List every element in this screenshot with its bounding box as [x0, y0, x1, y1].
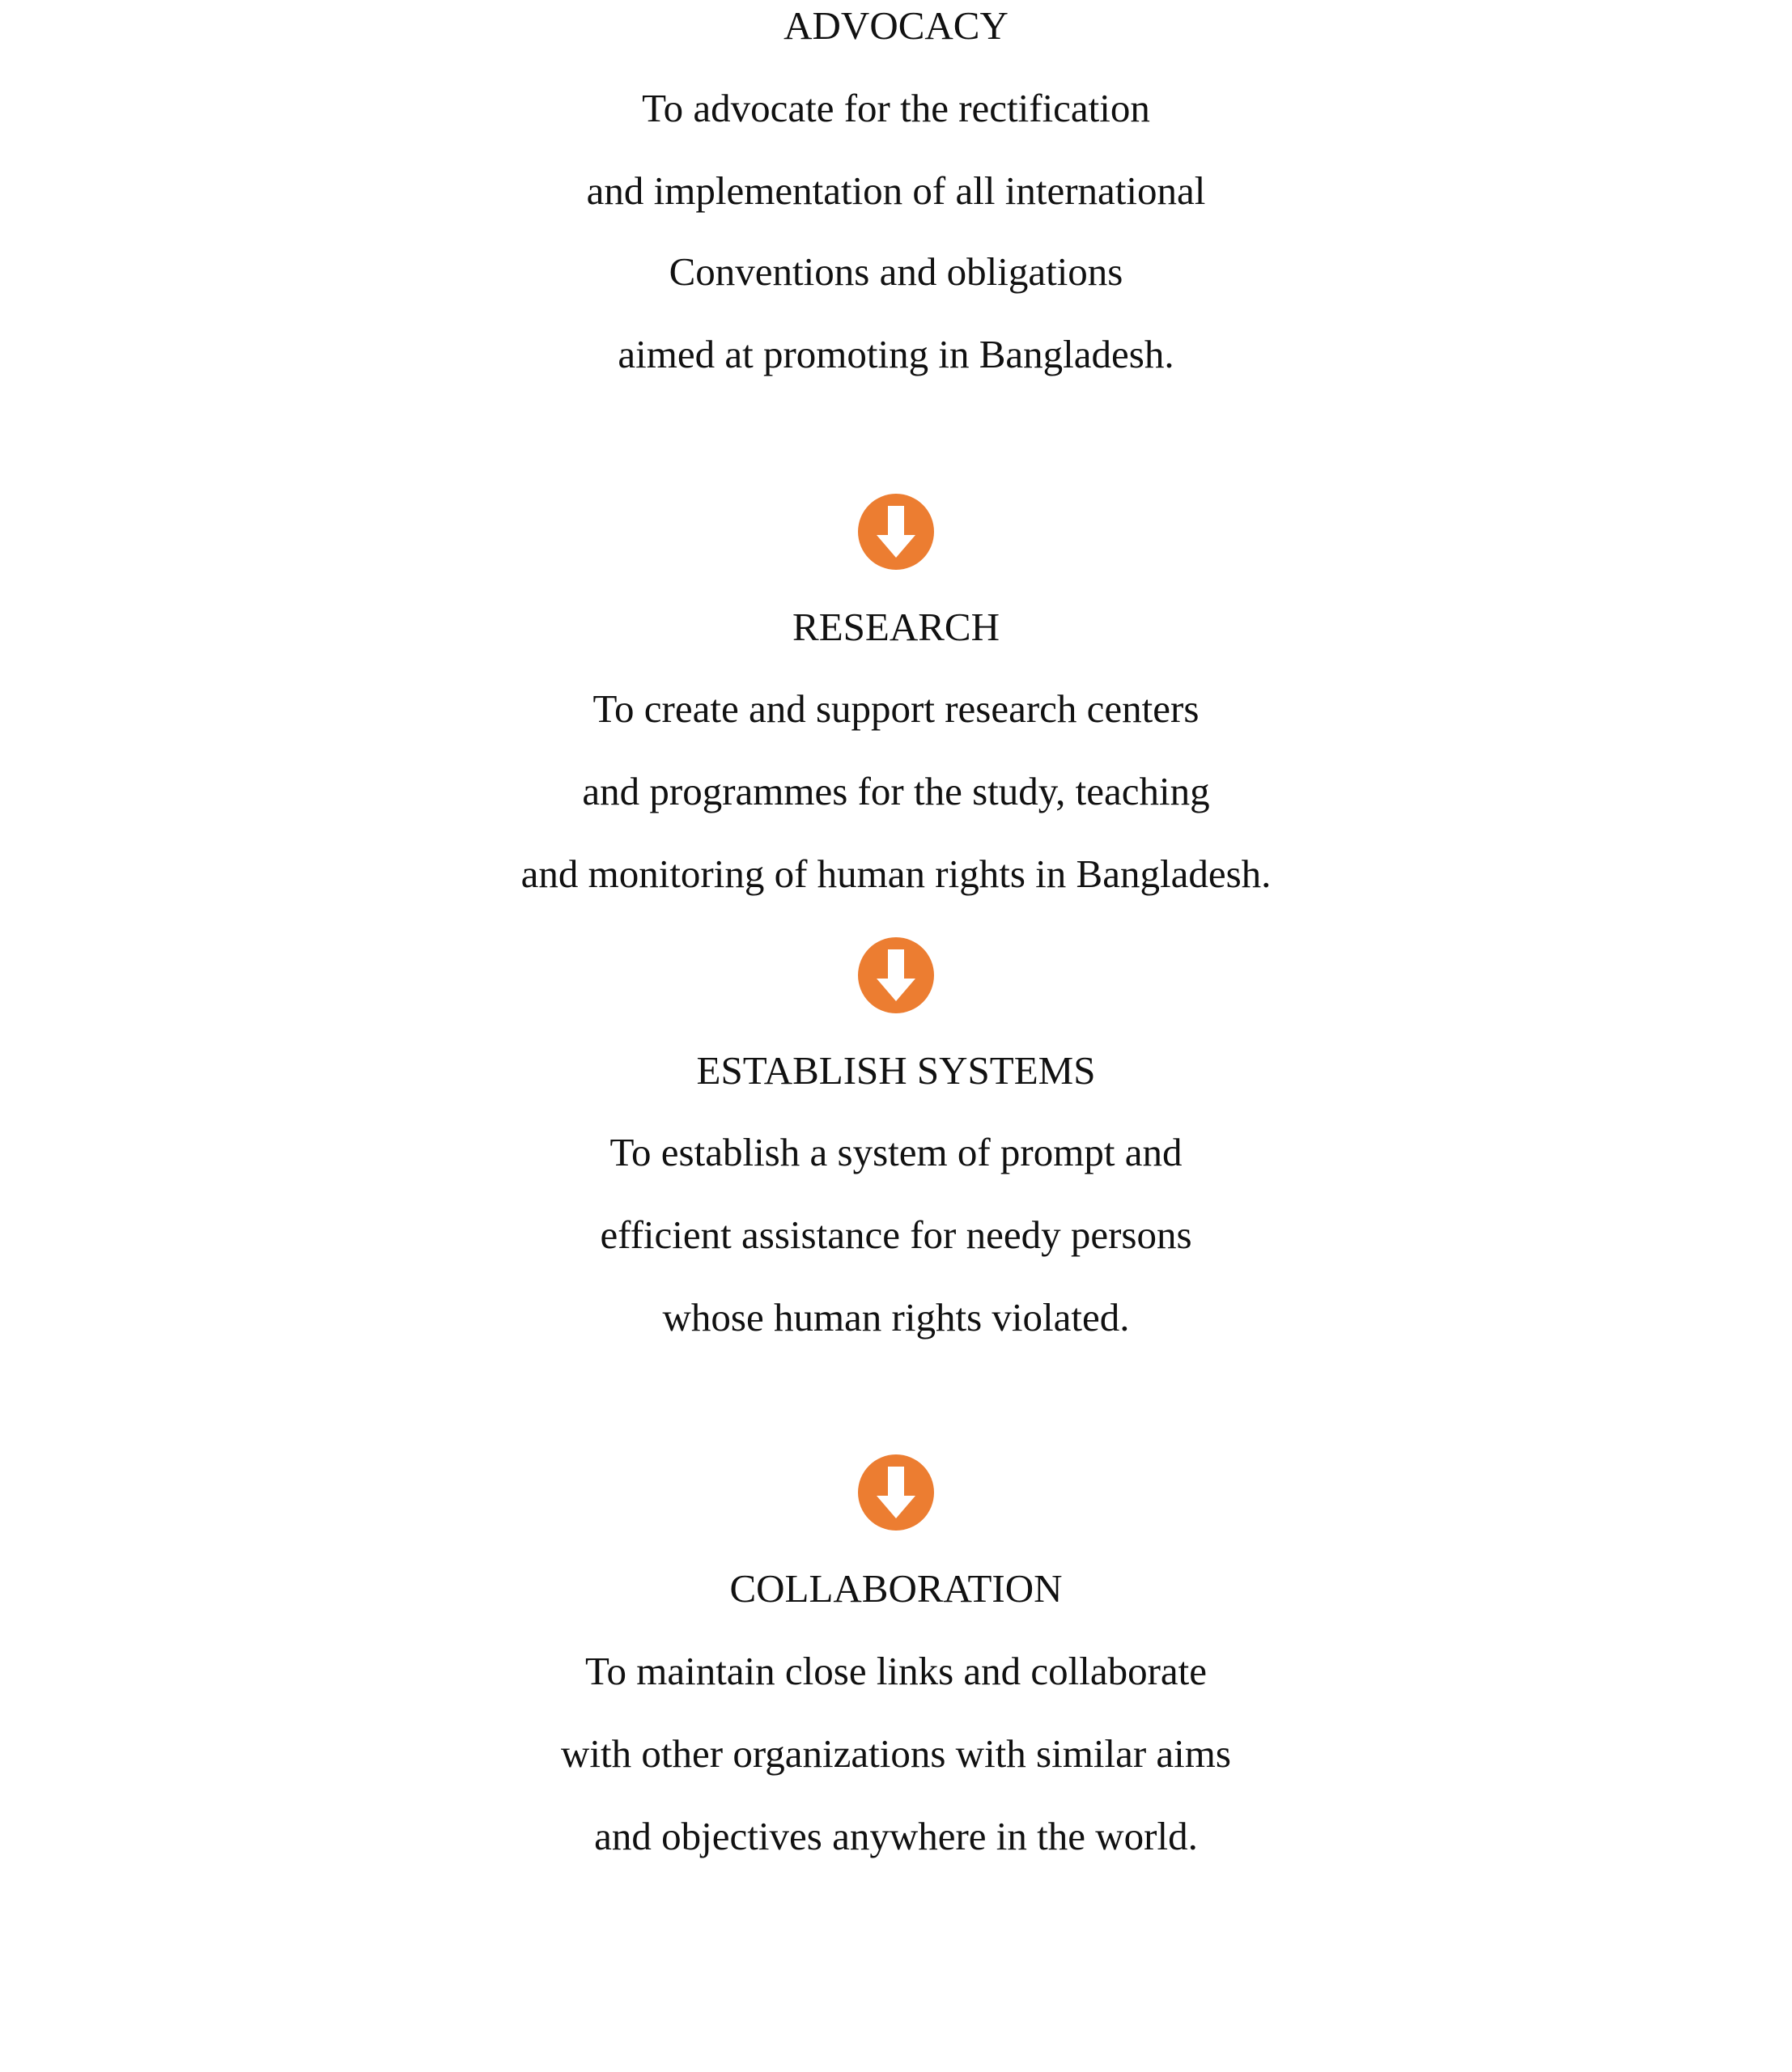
step-text-line: To maintain close links and collaborate: [584, 1649, 1208, 1693]
step-text-line: and objectives anywhere in the world.: [594, 1814, 1198, 1858]
down-arrow-circle-icon: [857, 1454, 935, 1531]
step-text-line: and monitoring of human rights in Bangladesh.: [520, 851, 1272, 896]
step-heading-research: RESEARCH: [792, 605, 1000, 649]
step-text-line: To create and support research centers: [592, 686, 1200, 731]
step-text-line: and programmes for the study, teaching: [582, 769, 1210, 813]
step-text-line: To advocate for the rectification: [642, 86, 1150, 130]
step-text-line: with other organizations with similar aims: [561, 1731, 1231, 1776]
step-heading-collaboration: COLLABORATION: [729, 1566, 1063, 1611]
step-text-line: and implementation of all international: [586, 168, 1206, 213]
down-arrow-circle-icon: [857, 936, 935, 1014]
step-text-line: To establish a system of prompt and: [609, 1130, 1183, 1174]
step-text-line: Conventions and obligations: [669, 249, 1123, 294]
step-heading-advocacy: ADVOCACY: [783, 3, 1009, 48]
step-heading-establish-systems: ESTABLISH SYSTEMS: [696, 1048, 1096, 1093]
down-arrow-circle-icon: [857, 493, 935, 571]
step-text-line: efficient assistance for needy persons: [600, 1212, 1192, 1257]
step-text-line: aimed at promoting in Bangladesh.: [618, 332, 1174, 376]
step-text-line: whose human rights violated.: [662, 1295, 1130, 1340]
